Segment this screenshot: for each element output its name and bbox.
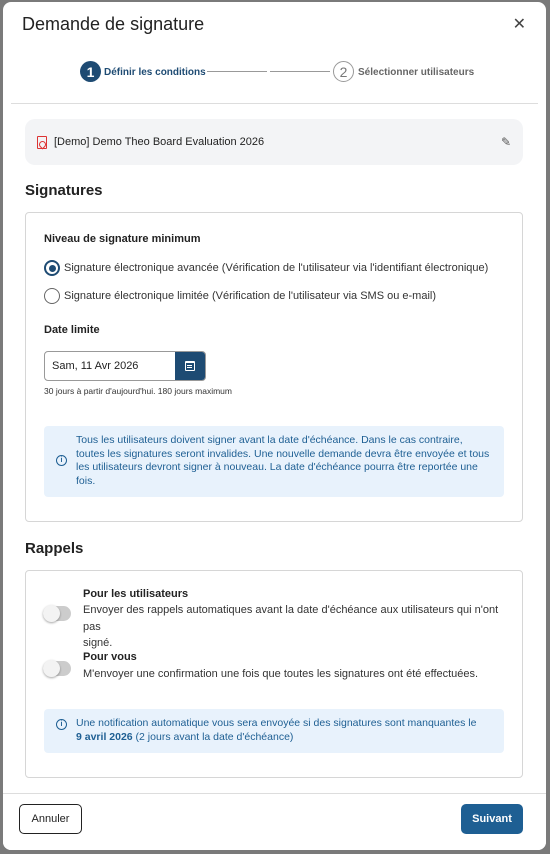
you-reminder-title: Pour vous [83,651,137,663]
pencil-icon[interactable]: ✎ [500,135,511,149]
you-reminder-desc: M'envoyer une confirmation une fois que toutes les signatures ont été effectuées. [83,668,479,680]
step-2-number: 2 [333,61,354,82]
reminder-info-box [44,709,504,753]
signature-level-title: Niveau de signature minimum [44,233,201,245]
users-reminder-desc [83,602,508,652]
next-button[interactable]: Suivant [461,804,523,834]
deadline-info-box [44,426,504,497]
modal-title: Demande de signature [22,13,205,34]
deadline-info-text [76,434,496,488]
notice-line [76,731,496,745]
info-line: fois. [76,474,96,487]
signatures-section-title: Signatures [25,182,103,199]
step-1-number: 1 [80,61,101,82]
info-line: Tous les utilisateurs doivent signer avant la date d'échéance. Dans le cas contraire, [76,434,463,446]
info-line: les utilisateurs devront signer à nouveau. La date d'échéance pourra être reportée une [76,461,478,473]
stepper [3,60,546,86]
step-connector [207,71,267,72]
radio-unchecked-icon[interactable] [44,288,60,304]
step-connector [270,71,330,72]
close-icon[interactable]: ✕ [512,16,526,33]
signatures-card [25,212,523,522]
calendar-button[interactable] [175,352,205,380]
info-line: toutes les signatures seront invalides. Une nouvelle demande devra être envoyée et tous [76,447,490,460]
cancel-button[interactable]: Annuler [19,804,82,834]
deadline-title: Date limite [44,324,100,336]
deadline-date-input[interactable] [44,351,206,381]
radio-option-limited-label: Signature électronique limitée (Vérification de l'utilisateur via SMS ou e-mail) [64,290,436,302]
users-reminder-title: Pour les utilisateurs [83,588,189,600]
deadline-hint: 30 jours à partir d'aujourd'hui. 180 jours maximum [44,386,232,396]
modal-header [3,2,546,46]
reminders-card [25,570,523,778]
info-icon: i [56,455,67,466]
desc-line: signé. [83,637,113,649]
divider [11,103,538,104]
users-reminder-toggle[interactable] [43,606,71,621]
radio-option-advanced-label: Signature électronique avancée (Vérification de l'utilisateur via l'identifiant électronique) [64,262,489,274]
notice-line: Une notification automatique vous sera envoyée si des signatures sont manquantes le [76,717,477,729]
signature-request-modal [3,2,546,850]
step-1-label: Définir les conditions [104,67,206,78]
desc-line: Envoyer des rappels automatiques avant la date d'échéance aux utilisateurs qui n'ont pas [83,604,499,633]
document-name: [Demo] Demo Theo Board Evaluation 2026 [54,136,265,148]
you-reminder-toggle[interactable] [43,661,71,676]
reminder-info-text [76,717,496,744]
deadline-date-value[interactable]: Sam, 11 Avr 2026 [52,360,139,372]
reminders-section-title: Rappels [25,540,84,557]
notice-rest: (2 jours avant la date d'échéance) [132,730,294,743]
calendar-icon [185,361,195,371]
radio-checked-icon[interactable] [44,260,60,276]
radio-option-limited[interactable] [44,288,436,304]
pdf-icon [37,136,47,149]
notice-date: 9 avril 2026 [76,730,133,743]
document-row [25,119,523,165]
radio-option-advanced[interactable] [44,260,488,276]
step-2-label: Sélectionner utilisateurs [358,67,475,78]
info-icon: i [56,719,67,730]
